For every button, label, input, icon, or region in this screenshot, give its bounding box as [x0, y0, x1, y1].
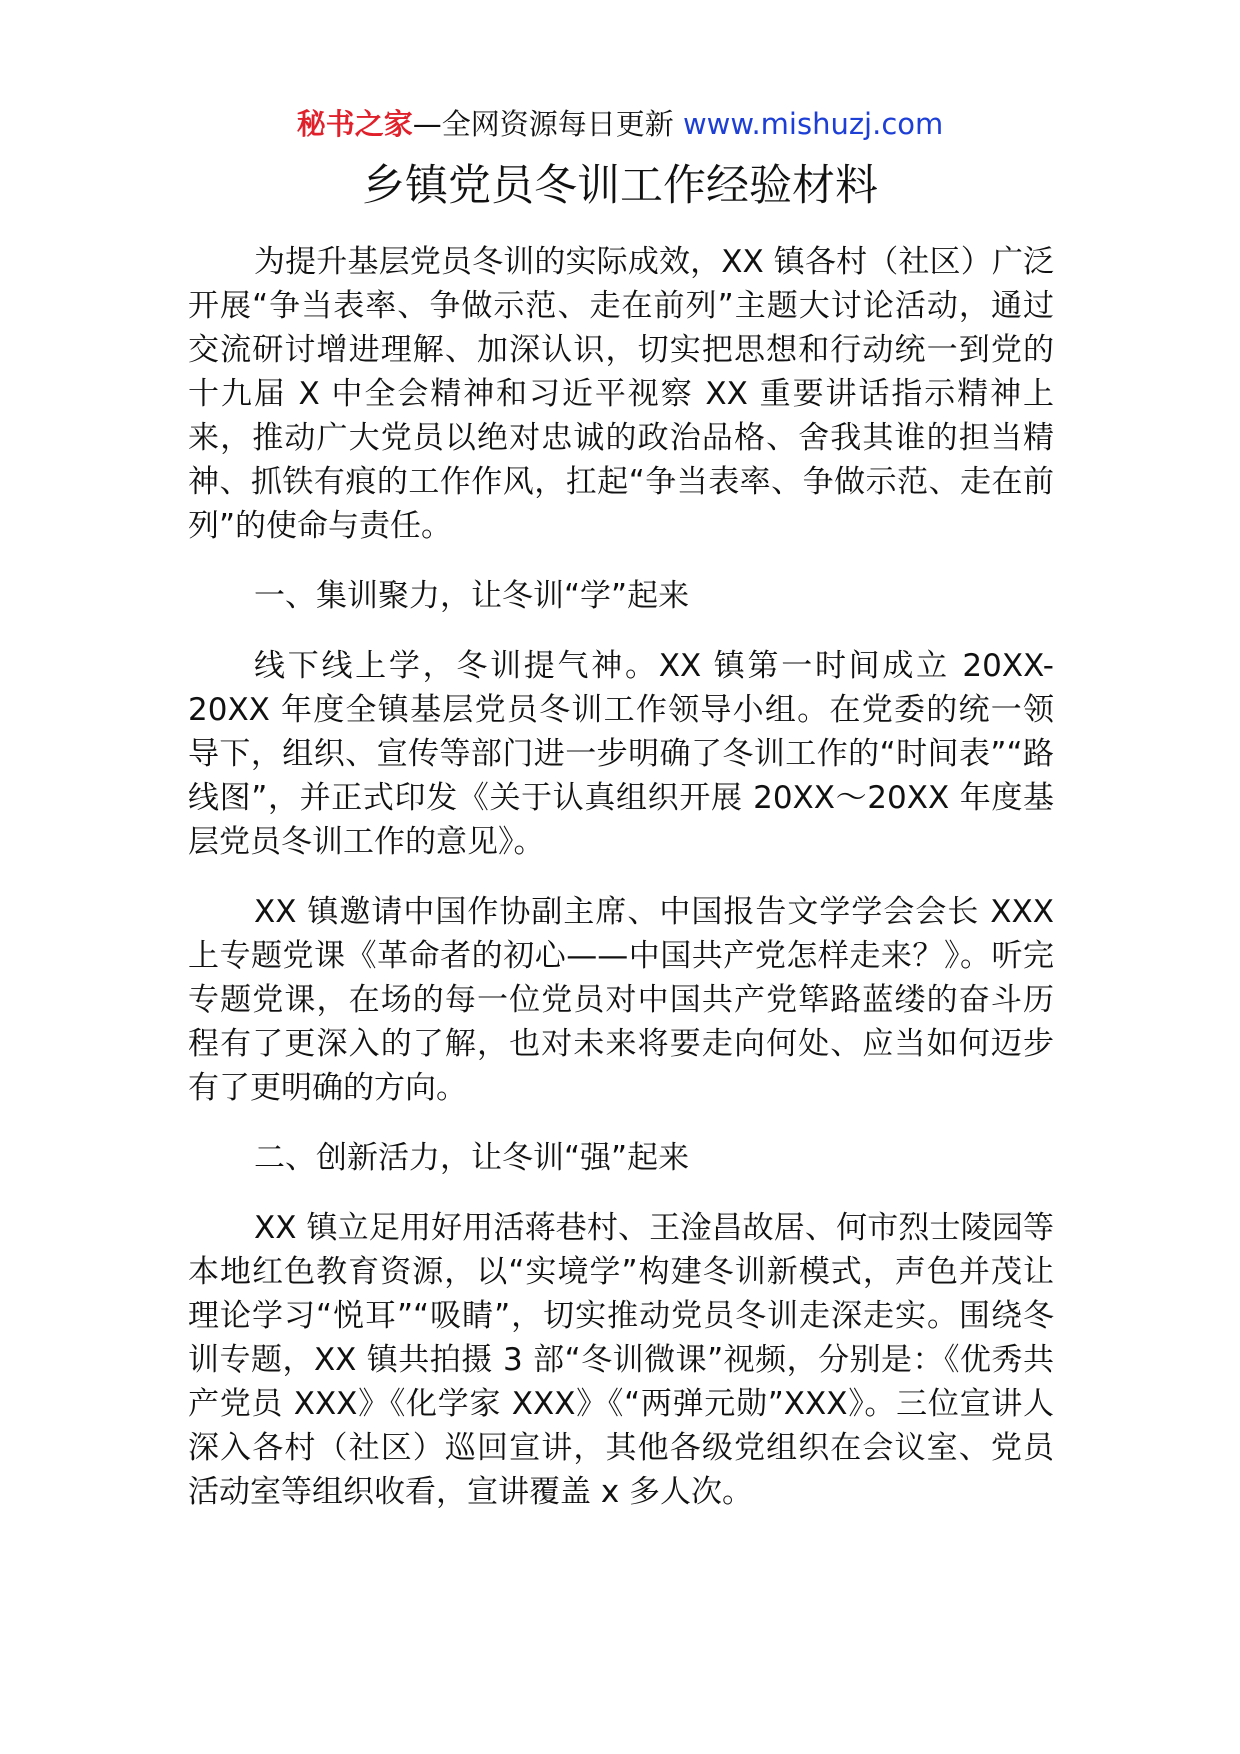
site-slogan: —全网资源每日更新	[412, 107, 683, 141]
section-heading-1: 一、集训聚力，让冬训“学”起来	[254, 578, 690, 614]
body-paragraph: XX 镇邀请中国作协副主席、中国报告文学学会会长 XXX 上专题党课《革命者的初心——中国共产党怎样走来？》。听完专题党课，在场的每一位党员对中国共产党筚路蓝缕的奋斗历程有了更深入的了解，也对未来将要走向何处、应当如何迈步有了更明确的方向。	[188, 894, 1054, 1106]
document-body	[188, 240, 1054, 1540]
document-title: 乡镇党员冬训工作经验材料	[362, 161, 878, 211]
brand-name: 秘书之家	[296, 107, 413, 141]
body-paragraph: XX 镇立足用好用活蒋巷村、王淦昌故居、何市烈士陵园等本地红色教育资源，以“实境学”构建冬训新模式，声色并茂让理论学习“悦耳”“吸睛”，切实推动党员冬训走深走实。围绕冬训专题，XX 镇共拍摄 3 部“冬训微课”视频，分别是：《优秀共产党员 XXX》《化学家 XXX》《“两弹元勋”XXX》。三位宣讲人深入各村（社区）巡回宣讲，其他各级党组织在会议室、党员活动室等组织收看，宣讲覆盖 x 多人次。	[188, 1210, 1054, 1510]
section-heading-2: 二、创新活力，让冬训“强”起来	[254, 1140, 690, 1176]
site-url-link[interactable]: www.mishuzj.com	[682, 107, 944, 141]
intro-paragraph: 为提升基层党员冬训的实际成效，XX 镇各村（社区）广泛开展“争当表率、争做示范、走在前列”主题大讨论活动，通过交流研讨增进理解、加深认识，切实把思想和行动统一到党的十九届 X 中全会精神和习近平视察 XX 重要讲话指示精神上来，推动广大党员以绝对忠诚的政治品格、舍我其谁的担当精神、抓铁有痕的工作作风，扛起“争当表率、争做示范、走在前列”的使命与责任。	[188, 244, 1054, 544]
body-paragraph: 线下线上学，冬训提气神。XX 镇第一时间成立 20XX-20XX 年度全镇基层党员冬训工作领导小组。在党委的统一领导下，组织、宣传等部门进一步明确了冬训工作的“时间表”“路线图”，并正式印发《关于认真组织开展 20XX～20XX 年度基层党员冬训工作的意见》。	[188, 648, 1054, 860]
site-header	[0, 104, 1240, 144]
